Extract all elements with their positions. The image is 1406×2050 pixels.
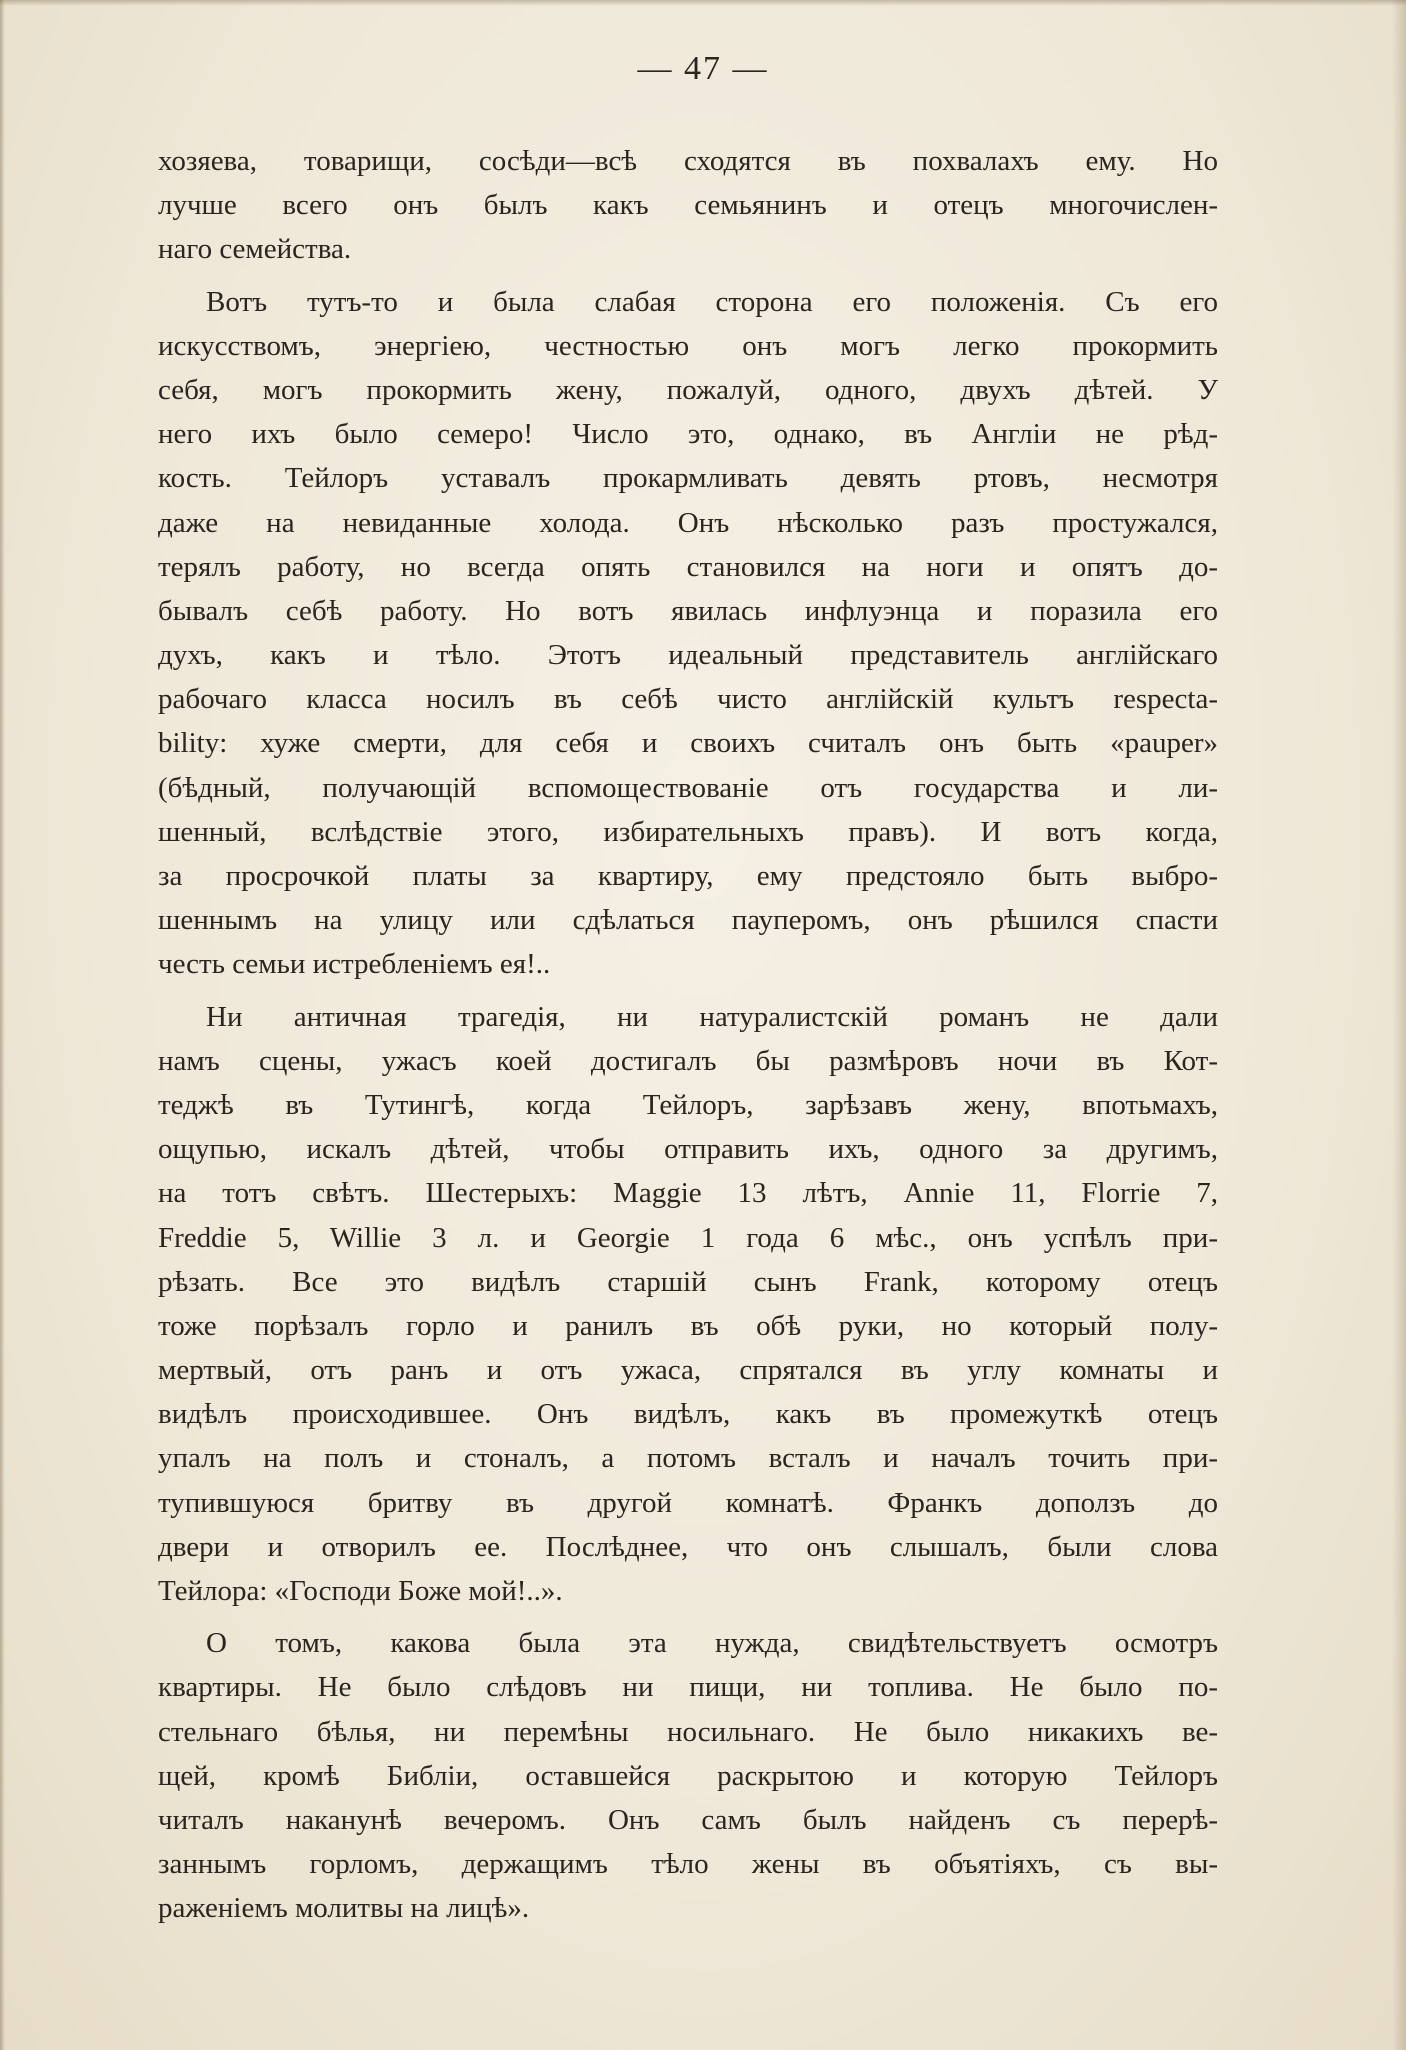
text-line: теджѣ въ Тутингѣ, когда Тейлоръ, зарѣзавъ жену, впотьмахъ, (158, 1088, 1218, 1121)
text-line: себя, могъ прокормить жену, пожалуй, одного, двухъ дѣтей. У (158, 373, 1218, 406)
text-line: (бѣдный, получающій вспомоществованіе отъ государства и ли- (158, 771, 1218, 804)
text-line: шенный, вслѣдствіе этого, избирательныхъ правъ). И вотъ когда, (158, 815, 1218, 848)
text-line: квартиры. Не было слѣдовъ ни пищи, ни топлива. Не было по- (158, 1671, 1218, 1704)
text-line: шеннымъ на улицу или сдѣлаться пауперомъ, онъ рѣшился спасти (158, 904, 1218, 937)
paragraph-4 (158, 1621, 1218, 1930)
text-line: Вотъ тутъ-то и была слабая сторона его положенія. Съ его (206, 285, 1218, 318)
text-line: щей, кромѣ Библіи, оставшейся раскрытою и которую Тейлоръ (158, 1759, 1218, 1792)
text-line: мертвый, отъ ранъ и отъ ужаса, спрятался въ углу комнаты и (158, 1354, 1218, 1387)
text-line: искусствомъ, энергіею, честностью онъ могъ легко прокормить (158, 329, 1218, 362)
text-line: Ни античная трагедія, ни натуралистскій романъ не дали (206, 1000, 1218, 1033)
text-line: стельнаго бѣлья, ни перемѣны носильнаго. Не было никакихъ ве- (158, 1715, 1218, 1748)
text-line: кость. Тейлоръ уставалъ прокармливать девять ртовъ, несмотря (158, 462, 1218, 495)
text-line: bility: хуже смерти, для себя и своихъ считалъ онъ быть «pauper» (158, 727, 1218, 760)
text-line: бывалъ себѣ работу. Но вотъ явилась инфлуэнца и поразила его (158, 594, 1218, 627)
text-line: тупившуюся бритву въ другой комнатѣ. Франкъ доползъ до (158, 1486, 1218, 1519)
paragraph-1 (158, 139, 1218, 272)
text-line: лучше всего онъ былъ какъ семьянинъ и отецъ многочислен- (158, 189, 1218, 222)
page-top-edge (0, 0, 1406, 6)
text-line: него ихъ было семеро! Число это, однако, въ Англіи не рѣд- (158, 418, 1218, 451)
text-line: хозяева, товарищи, сосѣди—всѣ сходятся въ похвалахъ ему. Но (158, 145, 1218, 177)
paragraph-3 (158, 995, 1218, 1614)
paragraph-2 (158, 280, 1218, 987)
text-line: читалъ наканунѣ вечеромъ. Онъ самъ былъ найденъ съ перерѣ- (158, 1803, 1218, 1836)
text-line: ощупью, искалъ дѣтей, чтобы отправить ихъ, одного за другимъ, (158, 1133, 1218, 1166)
text-line: Freddie 5, Willie 3 л. и Georgie 1 года 6 мѣс., онъ успѣлъ при- (158, 1221, 1218, 1254)
text-line: О томъ, какова была эта нужда, свидѣтельствуетъ осмотръ (206, 1627, 1218, 1660)
text-line: намъ сцены, ужасъ коей достигалъ бы размѣровъ ночи въ Кот- (158, 1044, 1218, 1077)
text-line: тоже порѣзалъ горло и ранилъ въ обѣ руки, но который полу- (158, 1309, 1218, 1342)
text-line: духъ, какъ и тѣло. Этотъ идеальный представитель англійскаго (158, 639, 1218, 672)
text-line: наго семейства. (158, 233, 352, 266)
text-line: честь семьи истребленіемъ ея!.. (158, 948, 551, 981)
text-line: терялъ работу, но всегда опять становился на ноги и опятъ до- (158, 550, 1218, 583)
text-line: упалъ на полъ и стоналъ, а потомъ всталъ и началъ точить при- (158, 1442, 1218, 1475)
text-line: рабочаго класса носилъ въ себѣ чисто англійскій культъ respecta- (158, 683, 1218, 716)
text-line: заннымъ горломъ, держащимъ тѣло жены въ объятіяхъ, съ вы- (158, 1848, 1218, 1881)
page-left-edge (0, 0, 5, 2050)
text-line: видѣлъ происходившее. Онъ видѣлъ, какъ въ промежуткѣ отецъ (158, 1398, 1218, 1431)
text-line: раженіемъ молитвы на лицѣ». (158, 1892, 530, 1925)
body-text (158, 139, 1218, 1931)
text-line: двери и отворилъ ее. Послѣднее, что онъ слышалъ, были слова (158, 1530, 1218, 1563)
text-line: рѣзать. Все это видѣлъ старшій сынъ Frank, которому отецъ (158, 1265, 1218, 1298)
page-right-edge (1392, 0, 1406, 2050)
text-line: Тейлора: «Господи Боже мой!..». (158, 1575, 563, 1607)
text-line: на тотъ свѣтъ. Шестерыхъ: Maggie 13 лѣтъ, Annie 11, Florrie 7, (158, 1177, 1218, 1210)
page-number: — 47 — (637, 50, 769, 87)
text-line: за просрочкой платы за квартиру, ему предстояло быть выбро- (158, 860, 1218, 892)
text-line: даже на невиданные холода. Онъ нѣсколько разъ простужался, (158, 506, 1218, 539)
